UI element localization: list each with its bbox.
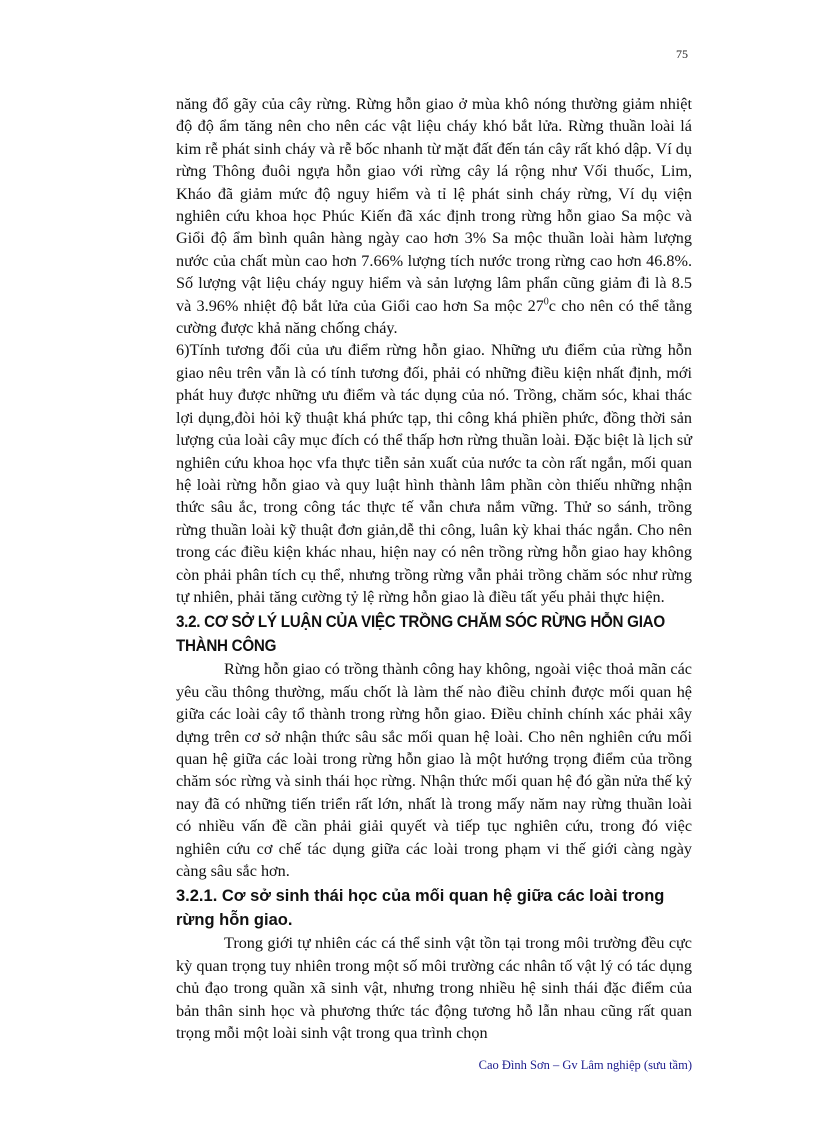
superscript-degree: 0 bbox=[543, 296, 549, 308]
paragraph-text-end: c cho nên có thể tằng cường được khả năng chống cháy. bbox=[176, 296, 692, 338]
paragraph-ecology: Trong giới tự nhiên các cá thể sinh vật tồn tại trong môi trường đều cực kỳ quan trọng tuy nhiên trong một số môi trường các nhân tố vật lý có tác dụng chủ đạo trong quần xã sinh vật, nhưng trong nhiều hệ sinh thái đặc điểm của bản thân sinh học và phương thức tác động tương hỗ lẫn nhau cũng rất quan trọng mỗi một loài sinh vật trong qua trình chọn bbox=[176, 934, 692, 1043]
subsection-heading-3-2-1: 3.2.1. Cơ sở sinh thái học của mối quan hệ giữa các loài trong rừng hỗn giao. bbox=[176, 887, 665, 930]
section-heading-3-2: 3.2. CƠ SỞ LÝ LUẬN CỦA VIỆC TRỒNG CHĂM SÓC RỪNG HỖN GIAO THÀNH CÔNG bbox=[176, 613, 665, 656]
page-number: 75 bbox=[676, 47, 688, 61]
paragraph-relativity: 6)Tính tương đối của ưu điểm rừng hỗn giao. Những ưu điểm của rừng hỗn giao nêu trên vẫn là có tính tương đối, phải có những điều kiện nhất định, mới phát huy được những ưu điểm và tác dụng của nó. Trồng, chăm sóc, khai thác lợi dụng,đòi hỏi kỹ thuật khá phức tạp, thi công khá phiền phức, đồng thời sản lượng của loài cây mục đích có thể thấp hơn rừng thuần loài. Đặc biệt là lịch sử nghiên cứu khoa học vfa thực tiễn sản xuất của nước ta còn rất ngắn, mối quan hệ loài rừng hỗn giao và quy luật hình thành lâm phần còn thiếu những nhận thức sâu ắc, trong công tác thực tế vẫn chưa nắm vững. Thử so sánh, trồng rừng thuần loài kỹ thuật đơn giản,dễ thi công, luân kỳ khai thác ngắn. Cho nên trong các điều kiện khác nhau, hiện nay có nên trồng rừng hỗn giao hay không còn phải phân tích cụ thể, nhưng trồng rừng vẫn phải trồng chăm sóc như rừng tự nhiên, phải tăng cường tỷ lệ rừng hỗn giao là điều tất yếu phải thực hiện. bbox=[176, 341, 692, 606]
body-text bbox=[176, 93, 692, 1044]
page-footer: Cao Đình Sơn – Gv Lâm nghiệp (sưu tầm) bbox=[478, 1058, 692, 1072]
paragraph-fire-resistance bbox=[176, 93, 692, 339]
paragraph-text: năng đổ gãy của cây rừng. Rừng hỗn giao ở mùa khô nóng thường giảm nhiệt độ độ ẩm tăng nên cho nên các vật liệu cháy khó bắt lửa. Rừng thuần loài lá kim rễ phát sinh cháy và rễ bốc nhanh từ mặt đất đến tán cây rất khó dập. Ví dụ rừng Thông đuôi ngựa hỗn giao với rừng cây lá rộng như Vối thuốc, Lim, Kháo đã giảm mức độ nguy hiểm và tỉ lệ phát sinh cháy rừng, Ví dụ viện nghiên cứu khoa học Phúc Kiến đã xác định trong rừng hỗn giao Sa mộc và Giổi độ ẩm bình quân hàng ngày cao hơn 3% Sa mộc thuần loài hàm lượng nước của chất mùn cao hơn 7.66% lượng tích nước trong rừng cao hơn 46.8%. Số lượng vật liệu cháy nguy hiểm và sản lượng lâm phẩn cũng giảm đi là 8.5 và 3.96% nhiệt độ bắt lửa của Giổi cao hơn Sa mộc 27 bbox=[176, 95, 692, 315]
paragraph-theory: Rừng hỗn giao có trồng thành công hay không, ngoài việc thoả mãn các yêu cầu thông thường, mấu chốt là làm thế nào điều chỉnh được mối quan hệ giữa các loài cây tổ thành trong rừng hỗn giao. Điều chỉnh chính xác phải xây dựng trên cơ sở nhận thức sâu sắc mối quan hệ loài. Cho nên nghiên cứu mối quan hệ giữa các loài trong rừng hỗn giao là một hướng trọng điểm của trồng chăm sóc rừng và sinh thái học rừng. Nhận thức mối quan hệ đó gần nửa thế kỷ nay đã có những tiến triển rất lớn, nhất là trong mấy năm nay rừng thuần loài có nhiều vấn đề cần phải giải quyết và tiếp tục nghiên cứu, trong đó việc nghiên cứu cơ chế tác dụng giữa các loài trong phạm vi thế giới càng ngày càng sâu sắc hơn. bbox=[176, 660, 692, 880]
